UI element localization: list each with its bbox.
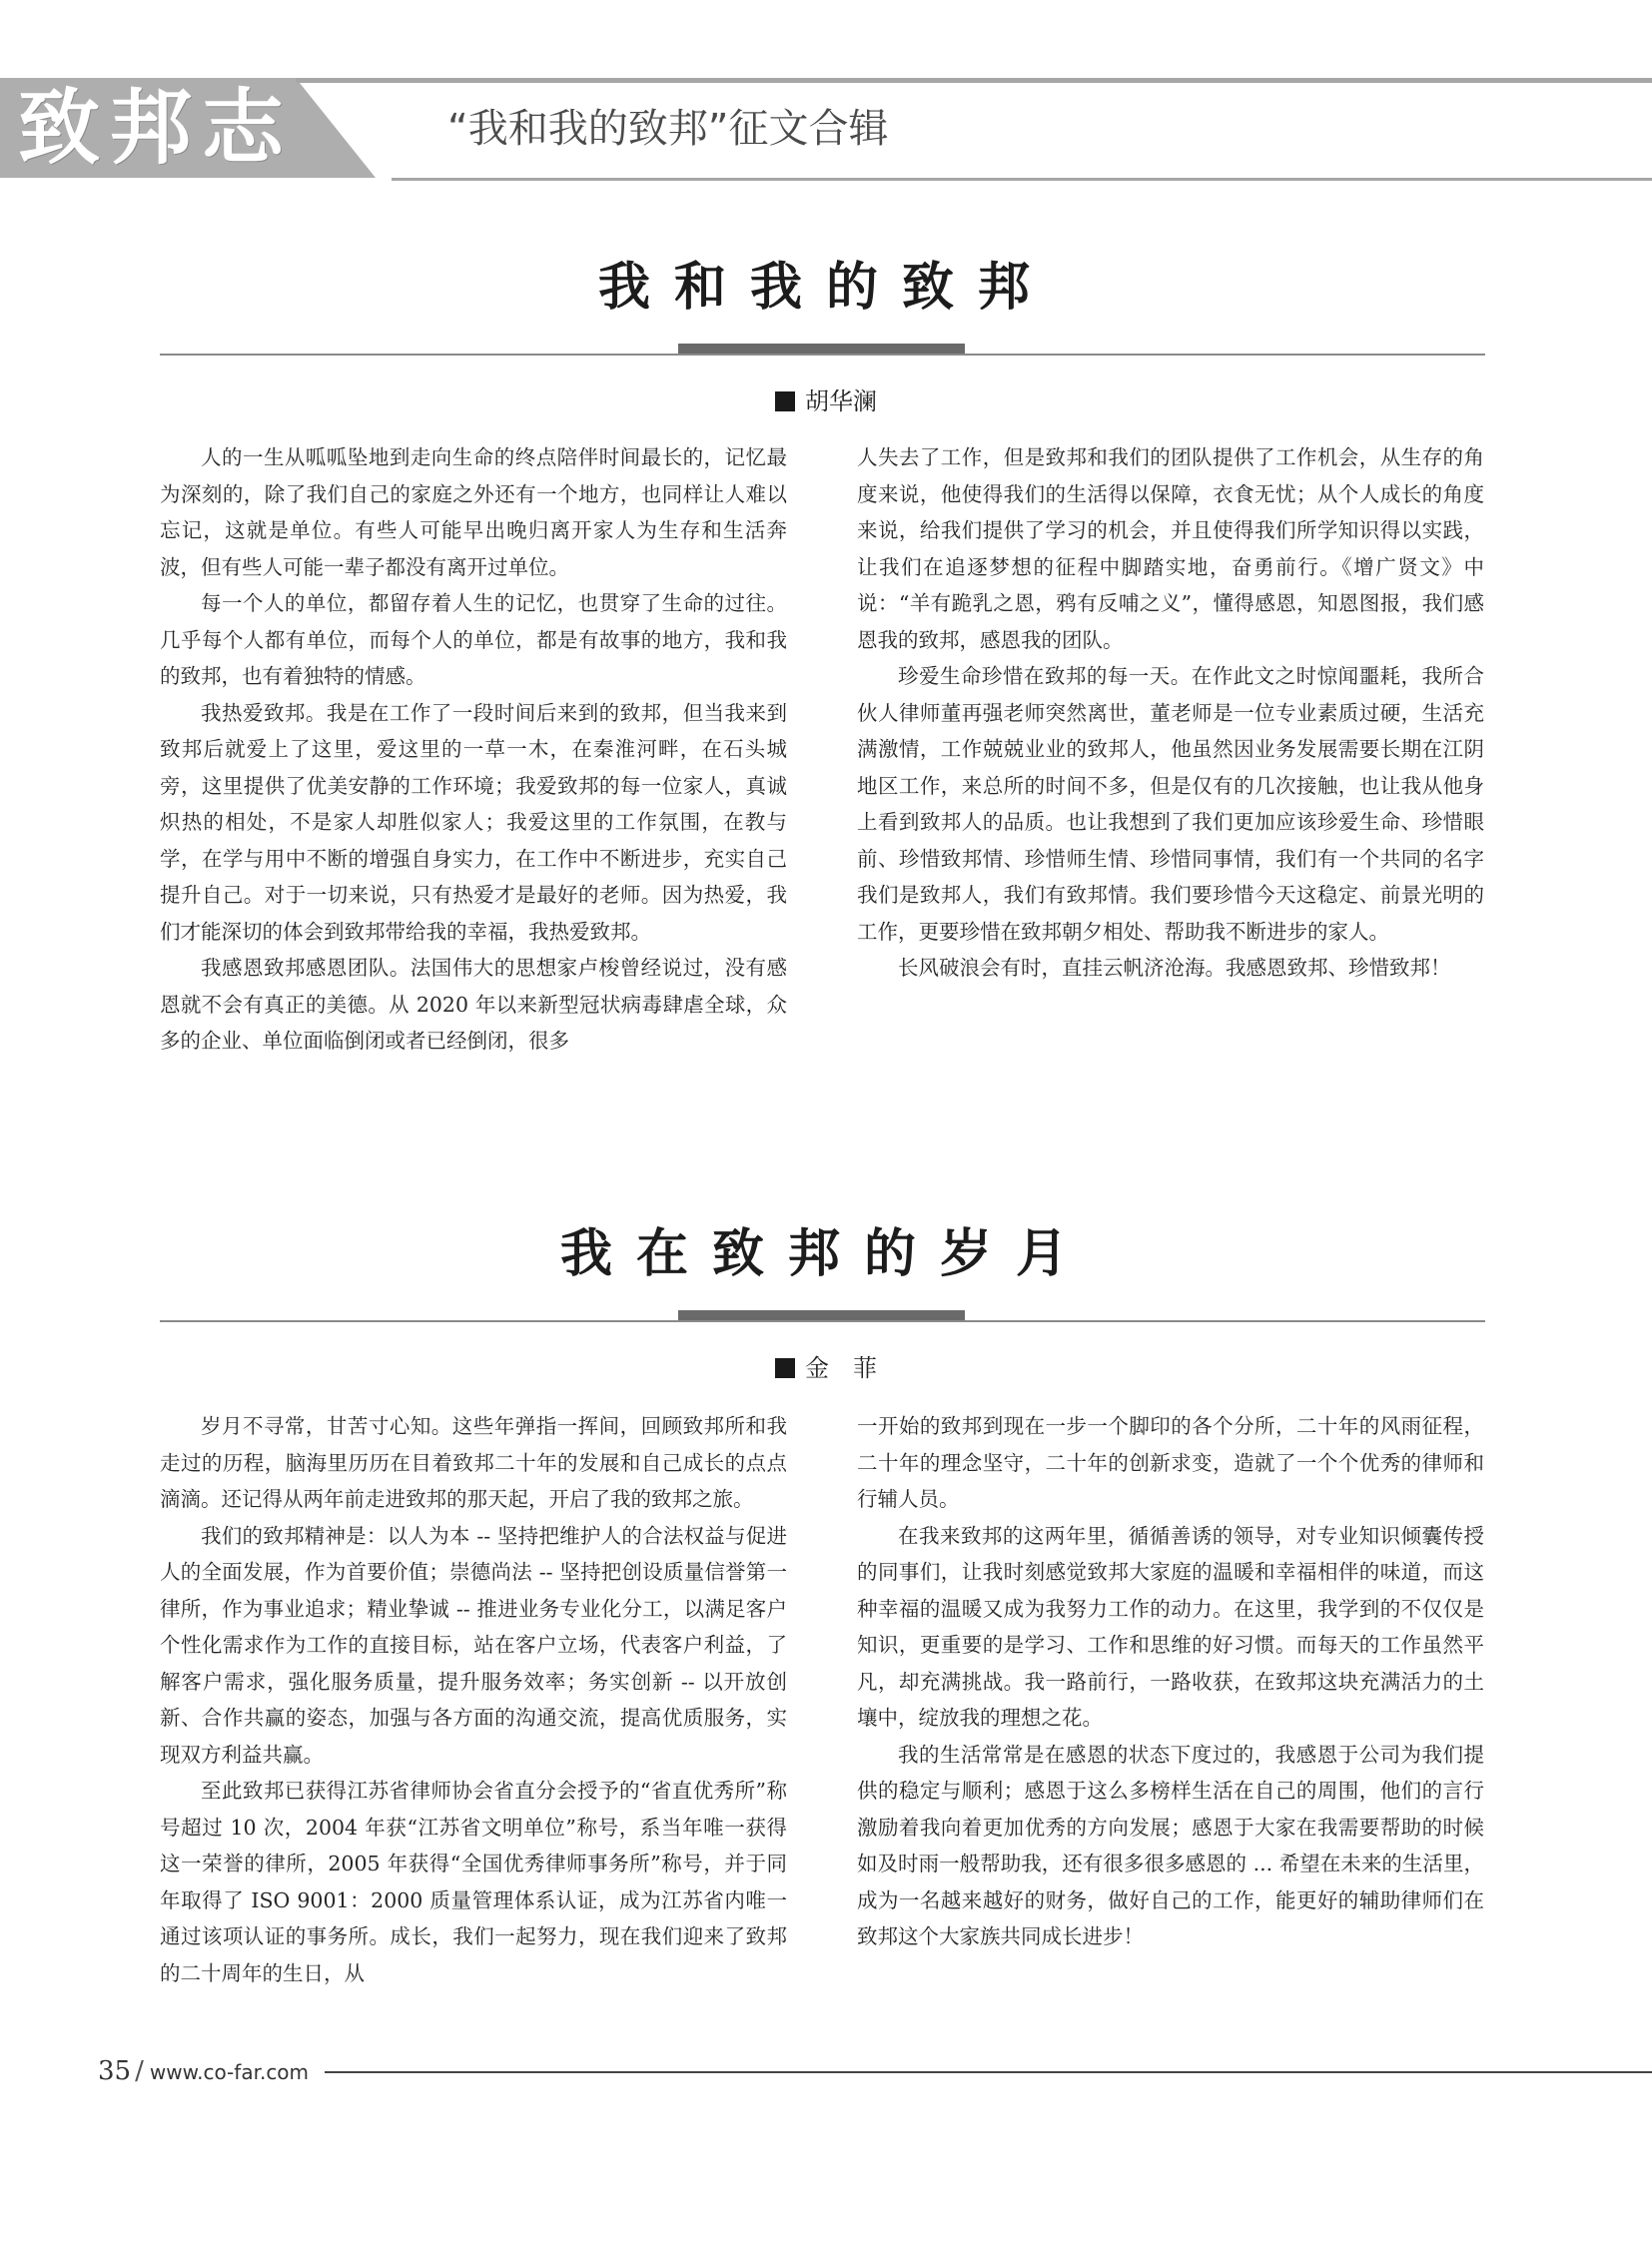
magazine-logo: 致邦志 <box>18 80 295 176</box>
title-rule-accent <box>678 1310 965 1320</box>
paragraph: 在我来致邦的这两年里，循循善诱的领导，对专业知识倾囊传授的同事们，让我时刻感觉致邦大家庭的温暖和幸福相伴的味道，而这种幸福的温暖又成为我努力工作的动力。在这里，我学到的不仅仅是知识，更重要的是学习、工作和思维的好习惯。而每天的工作虽然平凡，却充满挑战。我一路前行，一路收获，在致邦这块充满活力的土壤中，绽放我的理想之花。 <box>857 1523 1484 1730</box>
title-rule-accent <box>678 344 965 354</box>
paragraph: 长风破浪会有时，直挂云帆济沧海。我感恩致邦、珍惜致邦！ <box>898 956 1451 980</box>
paragraph: 人的一生从呱呱坠地到走向生命的终点陪伴时间最长的，记忆最为深刻的，除了我们自己的家庭之外还有一个地方，也同样让人难以忘记，这就是单位。有些人可能早出晚归离开家人为生存和生活奔波，但有些人可能一辈子都没有离开过单位。 <box>160 445 787 579</box>
paragraph: 我的生活常常是在感恩的状态下度过的，我感恩于公司为我们提供的稳定与顺利；感恩于这么多榜样生活在自己的周围，他们的言行激励着我向着更加优秀的方向发展；感恩于大家在我需要帮助的时候如及时雨一般帮助我，还有很多很多感恩的 ... 希望在未来的生活里，成为一名越来越好的财务，做好自己的工作，能更好的辅助律师们在致邦这个大家族共同成长进步！ <box>857 1742 1484 1948</box>
author-name: 金 菲 <box>805 1354 877 1382</box>
article-title: 我在致邦的岁月 <box>559 1223 1092 1284</box>
paragraph: 每一个人的单位，都留存着人生的记忆，也贯穿了生命的过往。几乎每个人都有单位，而每个人的单位，都是有故事的地方，我和我的致邦，也有着独特的情感。 <box>160 591 787 688</box>
article-column-right <box>857 439 1484 987</box>
page-footer <box>98 2054 309 2088</box>
author-name: 胡华澜 <box>805 387 877 415</box>
paragraph: 我热爱致邦。我是在工作了一段时间后来到的致邦，但当我来到致邦后就爱上了这里，爱这里的一草一木，在秦淮河畔，在石头城旁，这里提供了优美安静的工作环境；我爱致邦的每一位家人，真诚炽热的相处，不是家人却胜似家人；我爱这里的工作氛围，在教与学，在学与用中不断的增强自身实力，在工作中不断进步，充实自己提升自己。对于一切来说，只有热爱才是最好的老师。因为热爱，我们才能深切的体会到致邦带给我的幸福，我热爱致邦。 <box>160 700 787 944</box>
article-column-left <box>160 439 787 1060</box>
article-column-left <box>160 1408 787 1991</box>
article-byline <box>0 1350 1652 1386</box>
title-rule <box>160 1320 1485 1322</box>
footer-rule <box>325 2071 1652 2073</box>
header-bottom-rule <box>392 178 1652 181</box>
article-byline <box>0 383 1652 419</box>
header-top-rule <box>296 78 1652 83</box>
article-title: 我和我的致邦 <box>597 257 1054 318</box>
footer-separator: / <box>135 2056 144 2086</box>
byline-square-icon <box>775 1358 795 1378</box>
page-number: 35 <box>98 2056 132 2086</box>
section-title: “我和我的致邦”征文合辑 <box>447 106 889 152</box>
paragraph: 一开始的致邦到现在一步一个脚印的各个分所，二十年的风雨征程，二十年的理念坚守，二十年的创新求变，造就了一个个优秀的律师和行辅人员。 <box>857 1414 1484 1511</box>
paragraph: 我们的致邦精神是：以人为本 -- 坚持把维护人的合法权益与促进人的全面发展，作为首要价值；崇德尚法 -- 坚持把创设质量信誉第一律所，作为事业追求；精业挚诚 -- 推进业务专业化分工，以满足客户个性化需求作为工作的直接目标，站在客户立场，代表客户利益，了解客户需求，强化服务质量，提升服务效率；务实创新 -- 以开放创新、合作共赢的姿态，加强与各方面的沟通交流，提高优质服务，实现双方利益共赢。 <box>160 1523 787 1767</box>
article-column-right <box>857 1408 1484 1955</box>
title-rule <box>160 354 1485 356</box>
paragraph: 人失去了工作，但是致邦和我们的团队提供了工作机会，从生存的角度来说，他使得我们的生活得以保障，衣食无忧；从个人成长的角度来说，给我们提供了学习的机会，并且使得我们所学知识得以实践，让我们在追逐梦想的征程中脚踏实地，奋勇前行。《增广贤文》中说：“羊有跪乳之恩，鸦有反哺之义”，懂得感恩，知恩图报，我们感恩我的致邦，感恩我的团队。 <box>857 445 1484 652</box>
byline-square-icon <box>775 391 795 411</box>
footer-url[interactable]: www.co-far.com <box>149 2060 310 2084</box>
paragraph: 珍爱生命珍惜在致邦的每一天。在作此文之时惊闻噩耗，我所合伙人律师董再强老师突然离世，董老师是一位专业素质过硬，生活充满激情，工作兢兢业业的致邦人，他虽然因业务发展需要长期在江阴地区工作，来总所的时间不多，但是仅有的几次接触，也让我从他身上看到致邦人的品质。也让我想到了我们更加应该珍爱生命、珍惜眼前、珍惜致邦情、珍惜师生情、珍惜同事情，我们有一个共同的名字我们是致邦人，我们有致邦情。我们要珍惜今天这稳定、前景光明的工作，更要珍惜在致邦朝夕相处、帮助我不断进步的家人。 <box>857 664 1484 944</box>
paragraph: 岁月不寻常，甘苦寸心知。这些年弹指一挥间，回顾致邦所和我走过的历程，脑海里历历在目着致邦二十年的发展和自己成长的点点滴滴。还记得从两年前走进致邦的那天起，开启了我的致邦之旅。 <box>160 1414 787 1511</box>
paragraph: 我感恩致邦感恩团队。法国伟大的思想家卢梭曾经说过，没有感恩就不会有真正的美德。从 2020 年以来新型冠状病毒肆虐全球，众多的企业、单位面临倒闭或者已经倒闭，很多 <box>160 956 787 1053</box>
paragraph: 至此致邦已获得江苏省律师协会省直分会授予的“省直优秀所”称号超过 10 次，2004 年获“江苏省文明单位”称号，系当年唯一获得这一荣誉的律所，2005 年获得“全国优秀律师事务所”称号，并于同年取得了 ISO 9001：2000 质量管理体系认证，成为江苏省内唯一通过该项认证的事务所。成长，我们一起努力，现在我们迎来了致邦的二十周年的生日，从 <box>160 1779 787 1985</box>
